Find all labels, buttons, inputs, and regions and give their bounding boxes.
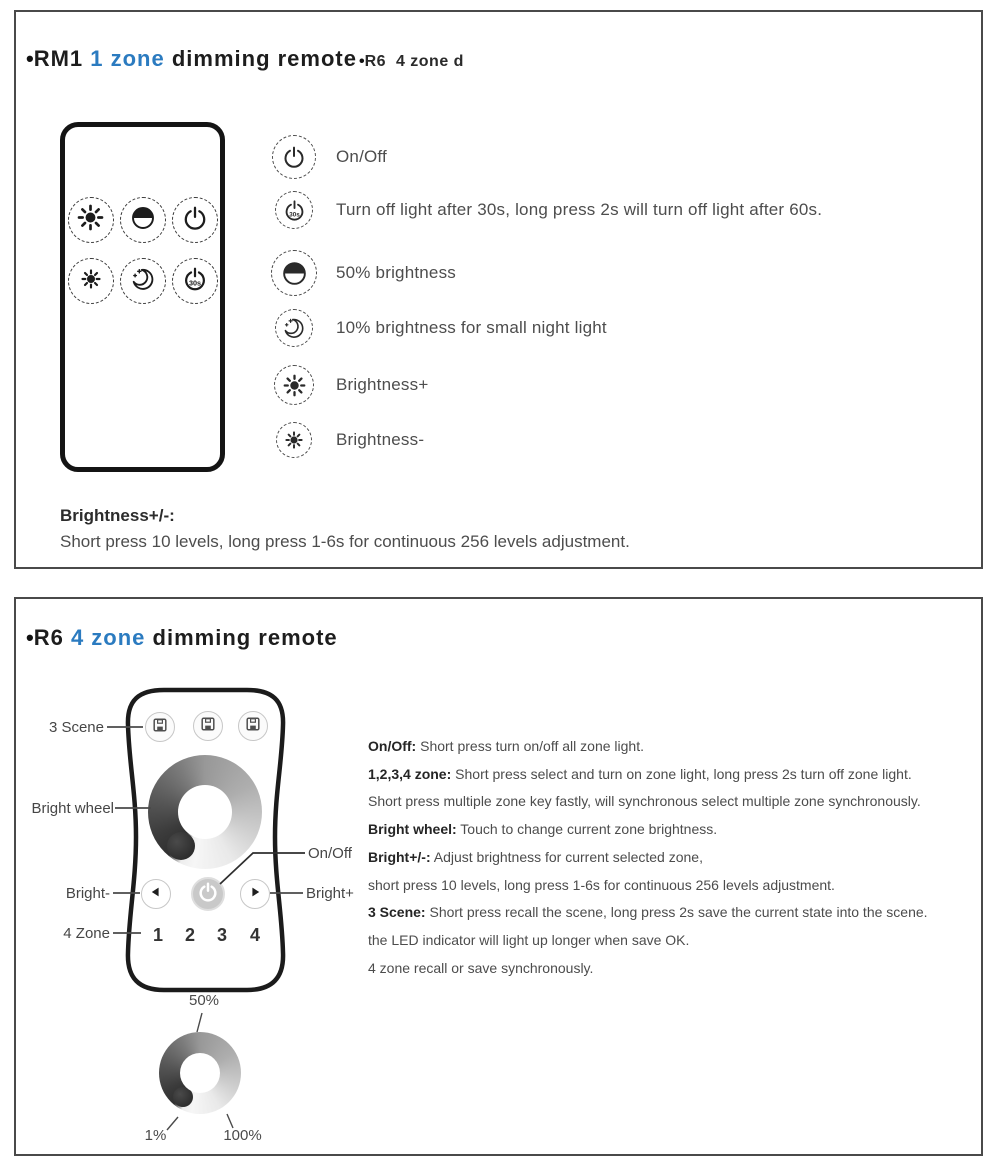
rm1-title [26,46,464,72]
footnote-text: Short press 10 levels, long press 1-6s for continuous 256 levels adjustment. [60,532,630,551]
label-3-scene: 3 Scene [48,719,104,736]
scene-3-button [238,711,268,741]
sun-small-icon [81,269,101,294]
moon-icon [275,309,313,347]
scene-2-button [193,711,223,741]
rm1-zone-text: 1 zone [90,46,165,71]
triangle-left-icon [150,885,162,903]
legend-row [262,305,607,351]
power-30s-icon [181,265,209,298]
half-brightness-button [120,197,166,243]
sun-large-icon [77,204,104,236]
zone-1-key: 1 [152,925,163,945]
legend-text: Turn off light after 30s, long press 2s will turn off light after 60s. [336,200,823,219]
r6-section [14,597,983,1156]
r6-description [368,733,988,982]
legend-row [262,187,822,233]
night-light-button [120,258,166,304]
bullet-icon: • [26,625,34,650]
save-icon [245,716,261,737]
rm1-model: RM1 [33,46,91,71]
bright-plus-button [240,879,270,909]
legend-text: 10% brightness for small night light [336,318,607,337]
bullet-icon: • [26,46,34,71]
rm1-side-note: R6 4 zone d [364,53,464,70]
r6-zone-text: 4 zone [70,625,146,650]
legend-row [262,362,428,408]
zone-2-key: 2 [184,925,195,945]
rm1-section [14,10,983,569]
on-off-button [191,877,225,911]
sun-small-icon [276,422,312,458]
legend-text: On/Off [336,147,387,166]
legend-text: Brightness- [336,430,425,449]
zone-3-key: 3 [216,925,227,945]
wheel-hole [180,1053,220,1093]
power-icon [197,881,219,908]
brightness-minus-button [68,258,114,304]
r6-title [26,625,338,651]
desc-line: 1,2,3,4 zone: Short press select and turn on zone light, long press 2s turn off zone light. [368,765,912,782]
moon-icon [130,266,156,297]
half-brightness-icon [271,250,317,296]
legend-row [262,417,424,463]
power-30s-icon [275,191,313,229]
svg-text:30s: 30s [188,278,201,288]
rm1-remote-illustration [60,122,225,472]
on-off-button [172,197,218,243]
rm1-title-rest: dimming remote [164,46,357,71]
r6-title-rest: dimming remote [145,625,338,650]
wheel-hole [178,785,232,839]
auto-off-30s-button [172,258,218,304]
bullet-icon: • [358,53,365,70]
r6-model: R6 [33,625,71,650]
save-icon [152,717,168,738]
desc-line: On/Off: Short press turn on/off all zone light. [368,738,644,754]
sun-large-icon [274,365,314,405]
wheel-1-label: 1% [144,1127,167,1144]
wheel-dark-tip [167,832,195,860]
wheel-100-label: 100% [223,1127,262,1144]
triangle-right-icon [249,885,261,903]
power-icon [272,135,316,179]
brightness-plus-button [68,197,114,243]
desc-line: 3 Scene: Short press recall the scene, long press 2s save the current state into the scene. [368,904,928,921]
half-brightness-icon [130,205,156,236]
legend-row [262,250,456,296]
desc-line: short press 10 levels, long press 1-6s for continuous 256 levels adjustment. [368,876,835,893]
scene-1-button [145,712,175,742]
desc-line: Short press multiple zone key fastly, will synchronous select multiple zone synchronously. [368,793,921,810]
legend-text: Brightness+ [336,375,429,394]
legend-text: 50% brightness [336,263,456,282]
power-icon [182,205,208,236]
zone-4-key: 4 [249,925,260,945]
bright-minus-button [141,879,171,909]
svg-text:30s: 30s [288,210,300,218]
brightness-scale-wheel [159,1032,241,1114]
desc-line: 4 zone recall or save synchronously. [368,959,594,976]
footnote-title: Brightness+/-: [60,506,175,525]
label-on-off: On/Off [308,845,352,862]
desc-line: Bright wheel: Touch to change current zone brightness. [368,821,718,838]
desc-line: Bright+/-: Adjust brightness for current selected zone, [368,848,703,865]
label-bright-plus: Bright+ [306,885,354,902]
label-bright-wheel: Bright wheel [31,800,114,817]
bright-wheel [148,755,262,869]
label-bright-minus: Bright- [65,885,110,902]
desc-line: the LED indicator will light up longer when save OK. [368,931,690,948]
wheel-50-label: 50% [188,992,220,1009]
label-4-zone: 4 Zone [63,925,110,942]
legend-row [262,134,387,180]
save-icon [200,716,216,737]
